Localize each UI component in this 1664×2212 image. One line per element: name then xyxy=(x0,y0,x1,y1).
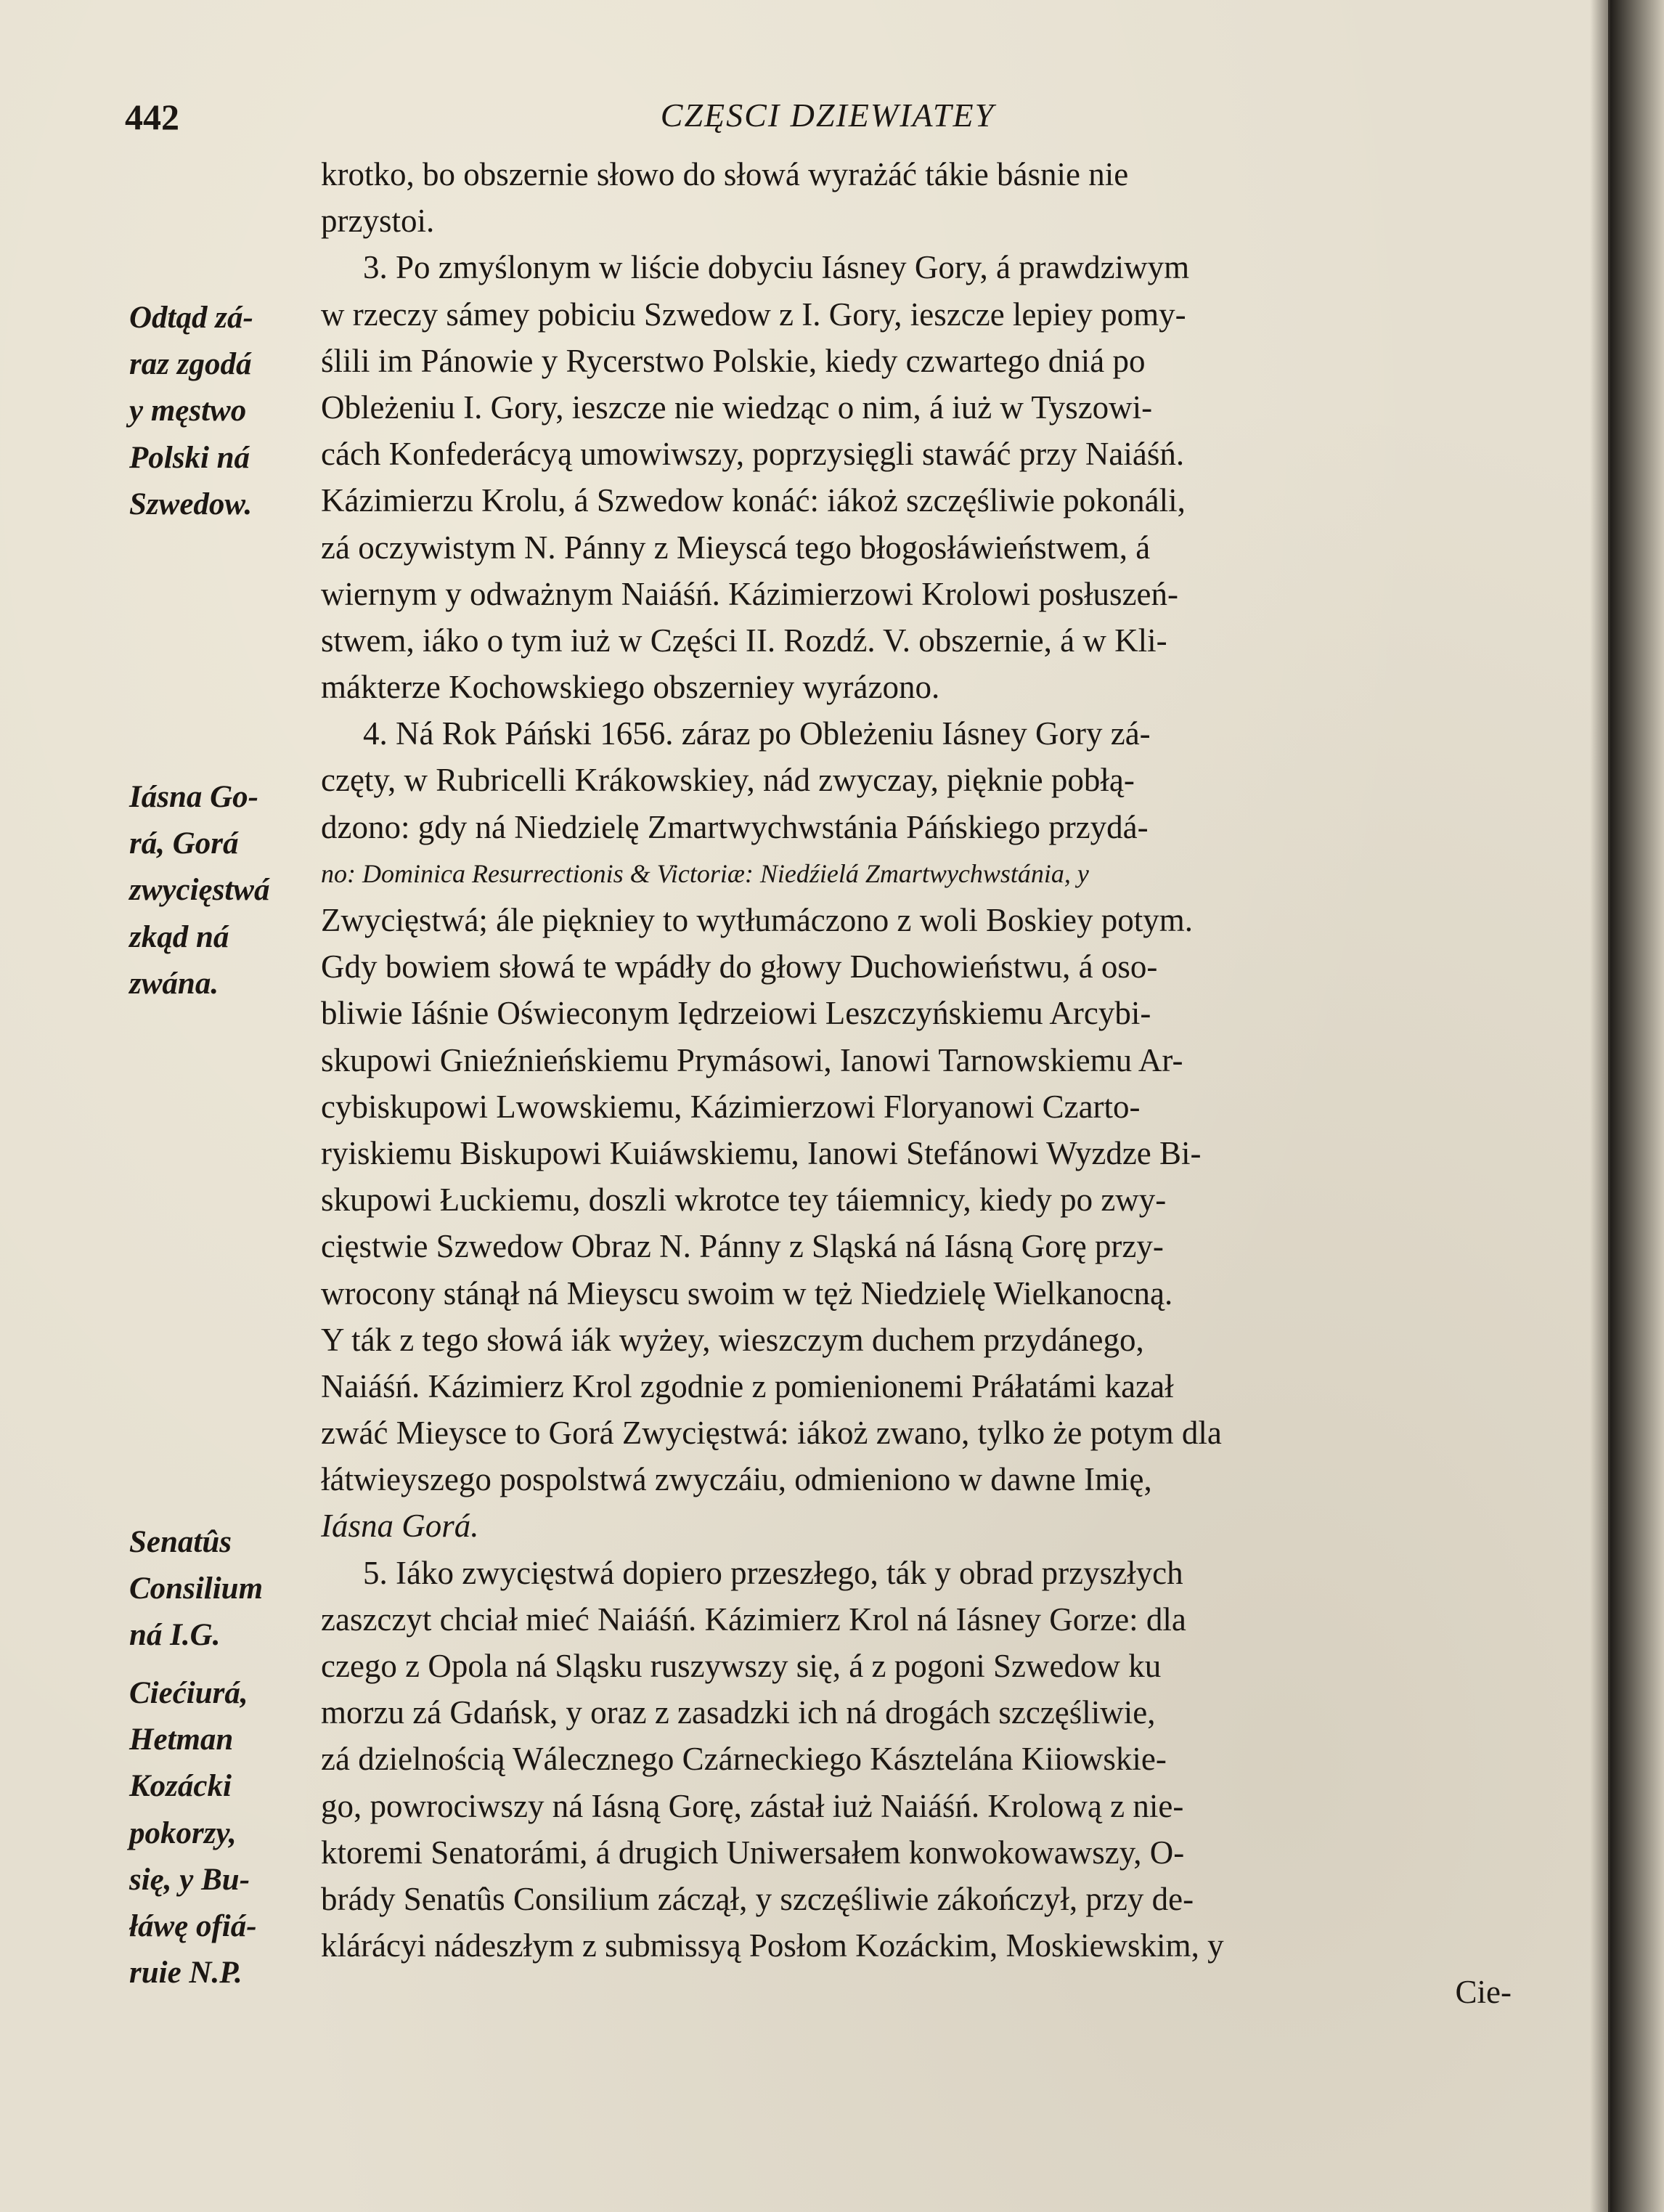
margin-note xyxy=(129,1519,325,1659)
margin-note-line: zkąd ná xyxy=(129,919,229,954)
text-line: mákterze Kochowskiego obszerniey wyrázono. xyxy=(321,669,940,706)
catchword: Cie- xyxy=(1455,1974,1512,2011)
margin-note-line: zwycięstwá xyxy=(129,873,270,908)
text-line: klárácyi nádeszłym z submissyą Posłom Kozáckim, Moskiewskim, y xyxy=(321,1927,1224,1964)
margin-note-line: Senatûs xyxy=(129,1525,232,1559)
text-line: stwem, iáko o tym iuż w Części II. Rozdź. V. obszernie, á w Kli- xyxy=(321,622,1167,659)
text-line: wrocony stánął ná Mieyscu swoim w tęż Niedzielę Wielkanocną. xyxy=(321,1274,1173,1312)
text-line: przystoi. xyxy=(321,203,435,240)
text-line: zá dzielnością Wálecznego Czárneckiego Kásztelána Kiiowskie- xyxy=(321,1741,1167,1778)
margin-note xyxy=(129,774,325,1007)
text-line: ślili im Pánowie y Rycerstwo Polskie, kiedy czwartego dniá po xyxy=(321,342,1146,379)
text-line: częty, w Rubricelli Krákowskiey, nád zwyczay, pięknie pobłą- xyxy=(321,762,1135,799)
margin-note-line: Kozácki xyxy=(129,1769,232,1804)
text-line: Iásna Gorá. xyxy=(321,1508,479,1545)
text-line: Naiáśń. Kázimierz Krol zgodnie z pomienionemi Práłatámi kazał xyxy=(321,1367,1174,1404)
margin-note xyxy=(129,1670,325,1996)
text-line: 4. Ná Rok Páński 1656. záraz po Obleżeniu Iásney Gory zá- xyxy=(363,715,1151,752)
text-line: czego z Opola ná Sląsku ruszywszy się, á z pogoni Szwedow ku xyxy=(321,1648,1162,1684)
text-line: skupowi Gnieźnieńskiemu Prymásowi, Ianowi Tarnowskiemu Ar- xyxy=(321,1041,1183,1078)
margin-note-line: Consilium xyxy=(129,1571,264,1606)
margin-note-line: rá, Gorá xyxy=(129,826,239,861)
margin-note-line: ná I.G. xyxy=(129,1618,221,1653)
text-line: bliwie Iáśnie Oświeconym Iędrzeiowi Leszczyńskiemu Arcybi- xyxy=(321,995,1151,1032)
margin-note-line: Hetman xyxy=(129,1723,234,1757)
margin-note-line: pokorzy, xyxy=(129,1815,237,1850)
book-spine-edge xyxy=(1610,0,1664,2212)
main-text-column xyxy=(321,151,1526,2016)
margin-note-line: raz zgodá xyxy=(129,347,252,382)
text-line: Kázimierzu Krolu, á Szwedow konáć: iákoż szczęśliwie pokonáli, xyxy=(321,482,1186,519)
margin-note xyxy=(129,295,325,528)
text-line: zaszczyt chciał mieć Naiáśń. Kázimierz Krol ná Iásney Gorze: dla xyxy=(321,1601,1186,1638)
margin-note-line: łáwę ofiá- xyxy=(129,1909,257,1944)
text-line: cięstwie Szwedow Obraz N. Pánny z Sląská ná Iásną Gorę przy- xyxy=(321,1228,1164,1265)
text-line-latin: no: Dominica Resurrectionis & Victoriæ: Niedźielá Zmartwychwstánia, y xyxy=(321,858,1089,888)
running-head: CZĘSCI DZIEWIATEY xyxy=(660,97,995,134)
text-line: go, powrociwszy ná Iásną Gorę, zástał iuż Naiáśń. Krolową z nie- xyxy=(321,1787,1184,1824)
page-gutter-shadow xyxy=(1590,0,1610,2212)
text-line: ktoremi Senatorámi, á drugich Uniwersałem konwokowawszy, O- xyxy=(321,1834,1185,1871)
text-line: krotko, bo obszernie słowo do słowá wyrażáć tákie básnie nie xyxy=(321,156,1129,192)
text-line: zwáć Mieysce to Gorá Zwycięstwá: iákoż zwano, tylko że potym dla xyxy=(321,1415,1222,1452)
margin-note-line: ruie N.P. xyxy=(129,1956,242,1991)
text-line: skupowi Łuckiemu, doszli wkrotce tey táiemnicy, kiedy po zwy- xyxy=(321,1182,1167,1219)
text-line: dzono: gdy ná Niedzielę Zmartwychwstánia Páńskiego przydá- xyxy=(321,808,1149,845)
text-line: Y ták z tego słowá iák wyżey, wieszczym duchem przydánego, xyxy=(321,1321,1144,1358)
text-line: ryiskiemu Biskupowi Kuiáwskiemu, Ianowi Stefánowi Wyzdze Bi- xyxy=(321,1134,1202,1171)
margin-note-line: zwána. xyxy=(129,966,219,1001)
text-line: zá oczywistym N. Pánny z Mieyscá tego błogosłáwieństwem, á xyxy=(321,529,1151,566)
text-line: cách Konfederácyą umowiwszy, poprzysięgli stawáć przy Naiáśń. xyxy=(321,436,1185,473)
margin-note-line: Odtąd zá- xyxy=(129,301,253,335)
text-line: wiernym y odważnym Naiáśń. Kázimierzowi Krolowi posłuszeń- xyxy=(321,575,1178,612)
margin-note-line: się, y Bu- xyxy=(129,1862,250,1897)
text-line: 5. Iáko zwycięstwá dopiero przeszłego, ták y obrad przyszłych xyxy=(363,1554,1183,1591)
page-number: 442 xyxy=(125,97,179,137)
text-line: morzu zá Gdańsk, y oraz z zasadzki ich ná drogách szczęśliwie, xyxy=(321,1694,1156,1731)
margin-note-line: Iásna Go- xyxy=(129,780,259,814)
text-line: 3. Po zmyślonym w liście dobyciu Iásney Gory, á prawdziwym xyxy=(363,249,1190,286)
margin-note-line: y męstwo xyxy=(129,394,247,428)
text-line: Zwycięstwá; ále piękniey to wytłumáczono z woli Boskiey potym. xyxy=(321,902,1193,938)
text-line: brády Senatûs Consilium záczął, y szczęśliwie zákończył, przy de- xyxy=(321,1880,1194,1917)
margin-note-line: Szwedow. xyxy=(129,487,253,521)
text-line: cybiskupowi Lwowskiemu, Kázimierzowi Floryanowi Czarto- xyxy=(321,1088,1141,1125)
text-line: w rzeczy sámey pobiciu Szwedow z I. Gory, ieszcze lepiey pomy- xyxy=(321,296,1186,333)
text-line: Obleżeniu I. Gory, ieszcze nie wiedząc o nim, á iuż w Tyszowi- xyxy=(321,389,1153,426)
margin-note-line: Polski ná xyxy=(129,440,250,475)
text-line: łátwieyszego pospolstwá zwyczáiu, odmieniono w dawne Imię, xyxy=(321,1461,1152,1498)
text-line: Gdy bowiem słowá te wpádły do głowy Duchowieństwu, á oso- xyxy=(321,948,1158,985)
margin-note-line: Ciećiurá, xyxy=(129,1676,248,1710)
